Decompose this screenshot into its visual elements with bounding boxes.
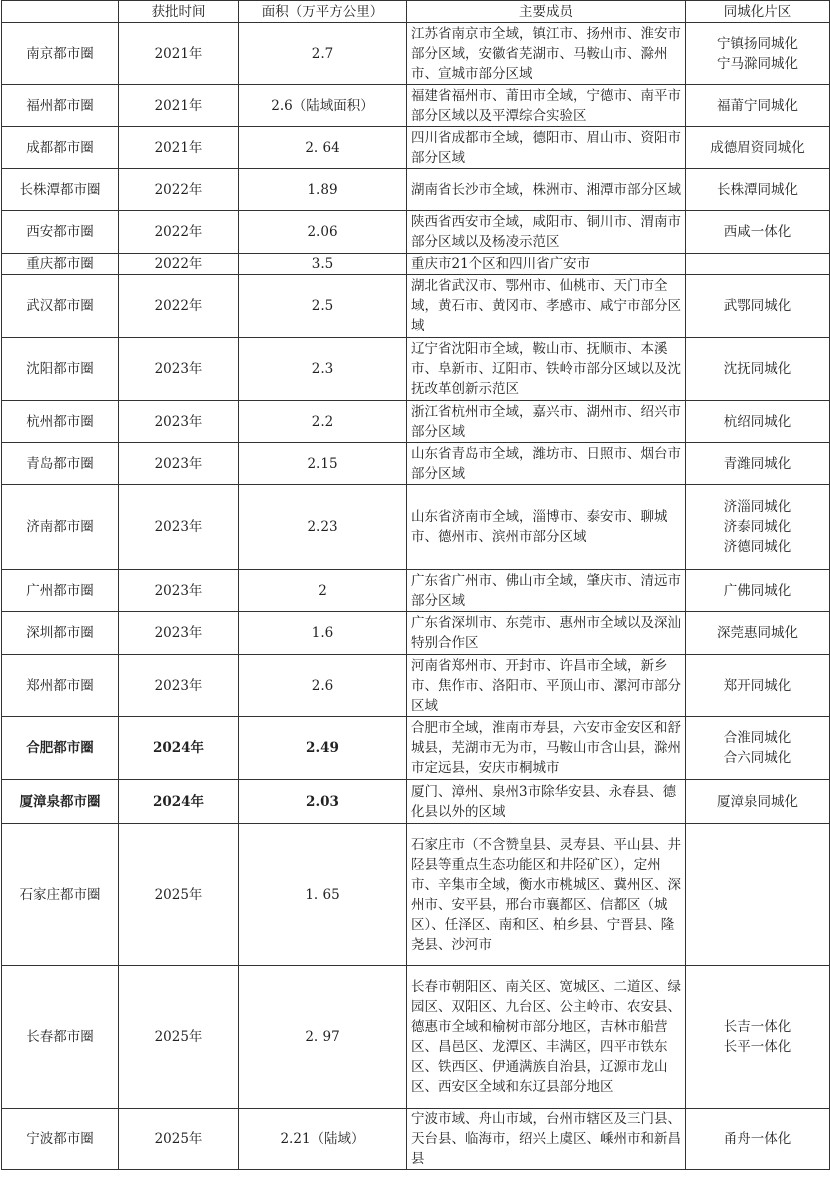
area-value: 2.21（陆域）: [239, 1109, 407, 1170]
table-row: [2, 966, 830, 1109]
integration-districts: [686, 338, 830, 401]
approval-year: 2023年: [119, 612, 239, 655]
approval-year: 2025年: [119, 966, 239, 1109]
approval-year: 2025年: [119, 824, 239, 966]
area-value: 2.49: [239, 717, 407, 780]
metropolitan-areas-table: [1, 0, 830, 1170]
member-cities: 陕西省西安市全域，咸阳市、铜川市、渭南市部分区域以及杨凌示范区: [407, 211, 686, 254]
table-row: [2, 612, 830, 655]
table-body: [2, 23, 830, 1170]
header-name: [2, 1, 119, 23]
member-cities: 宁波市域、舟山市域，台州市辖区及三门县、天台县、临海市，绍兴上虞区、嵊州市和新昌县: [407, 1109, 686, 1170]
table-row: [2, 338, 830, 401]
table-row: [2, 169, 830, 211]
area-value: 2.3: [239, 338, 407, 401]
table-row: [2, 780, 830, 824]
district-name: 长株潭同城化: [717, 181, 798, 198]
member-cities: 广东省深圳市、东莞市、惠州市全域以及深汕特别合作区: [407, 612, 686, 655]
approval-year: 2021年: [119, 85, 239, 127]
member-cities: 合肥市全域，淮南市寿县，六安市金安区和舒城县，芜湖市无为市，马鞍山市含山县，滁州市定远县，安庆市桐城市: [407, 717, 686, 780]
integration-districts: [686, 966, 830, 1109]
table-row: [2, 717, 830, 780]
integration-districts: [686, 780, 830, 824]
table-row: [2, 1109, 830, 1170]
header-row: [2, 1, 830, 23]
metro-name: 西安都市圈: [2, 211, 119, 254]
area-value: 2.7: [239, 23, 407, 85]
metro-name: 长株潭都市圈: [2, 169, 119, 211]
metro-name: 成都都市圈: [2, 127, 119, 169]
metro-name: 深圳都市圈: [2, 612, 119, 655]
table-row: [2, 570, 830, 612]
district-name: 郑开同城化: [723, 677, 792, 694]
approval-year: 2025年: [119, 1109, 239, 1170]
integration-districts: [686, 211, 830, 254]
district-name: 济泰同城化: [723, 519, 792, 535]
metro-name: 重庆都市圈: [2, 254, 119, 275]
area-value: 2. 97: [239, 966, 407, 1109]
header-area: 面积（万平方公里）: [239, 1, 407, 23]
member-cities: 江苏省南京市全域，镇江市、扬州市、淮安市部分区域，安徽省芜湖市、马鞍山市、滁州市、宣城市部分区域: [407, 23, 686, 85]
table-row: [2, 401, 830, 443]
metro-name: 广州都市圈: [2, 570, 119, 612]
district-name: 长平一体化: [723, 1039, 792, 1055]
member-cities: 广东省广州市、佛山市全域，肇庆市、清远市部分区域: [407, 570, 686, 612]
district-name: 深莞惠同城化: [717, 625, 798, 641]
integration-districts: [686, 127, 830, 169]
table-row: [2, 485, 830, 570]
integration-districts: [686, 443, 830, 485]
area-value: 2. 64: [239, 127, 407, 169]
member-cities: 河南省郑州市、开封市、许昌市全域，新乡市、焦作市、洛阳市、平顶山市、漯河市部分区域: [407, 655, 686, 717]
member-cities: 浙江省杭州市全域，嘉兴市、湖州市、绍兴市部分区域: [407, 401, 686, 443]
integration-districts: [686, 717, 830, 780]
district-name: 厦漳泉同城化: [717, 793, 798, 810]
area-value: 2.6（陆域面积）: [239, 85, 407, 127]
district-name: 合六同城化: [723, 750, 792, 766]
approval-year: 2024年: [119, 717, 239, 780]
district-name: 沈抚同城化: [723, 361, 792, 377]
area-value: 3.5: [239, 254, 407, 275]
metro-name: 武汉都市圈: [2, 275, 119, 338]
area-value: 2.6: [239, 655, 407, 717]
district-name: 济德同城化: [723, 539, 792, 555]
integration-districts: [686, 254, 830, 275]
approval-year: 2023年: [119, 570, 239, 612]
approval-year: 2022年: [119, 211, 239, 254]
district-name: 成德眉资同城化: [710, 139, 805, 156]
table-row: [2, 254, 830, 275]
metro-name: 合肥都市圈: [2, 717, 119, 780]
integration-districts: [686, 401, 830, 443]
district-name: 宁马滁同城化: [717, 55, 798, 72]
metro-name: 厦漳泉都市圈: [2, 780, 119, 824]
district-name: 广佛同城化: [723, 582, 792, 599]
integration-districts: [686, 485, 830, 570]
district-name: 西咸一体化: [723, 224, 792, 240]
district-name: 福莆宁同城化: [717, 97, 798, 114]
approval-year: 2023年: [119, 655, 239, 717]
district-name: 济淄同城化: [723, 499, 792, 515]
table-row: [2, 443, 830, 485]
header-approval-year: 获批时间: [119, 1, 239, 23]
approval-year: 2021年: [119, 23, 239, 85]
approval-year: 2023年: [119, 443, 239, 485]
integration-districts: [686, 570, 830, 612]
metro-name: 长春都市圈: [2, 966, 119, 1109]
member-cities: 山东省青岛市全域，潍坊市、日照市、烟台市部分区域: [407, 443, 686, 485]
approval-year: 2022年: [119, 254, 239, 275]
member-cities: 山东省济南市全域，淄博市、泰安市、聊城市、德州市、滨州市部分区域: [407, 485, 686, 570]
member-cities: 福建省福州市、莆田市全域，宁德市、南平市部分区域以及平潭综合实验区: [407, 85, 686, 127]
member-cities: 厦门、漳州、泉州3市除华安县、永春县、德化县以外的区域: [407, 780, 686, 824]
area-value: 2.03: [239, 780, 407, 824]
area-value: 2.23: [239, 485, 407, 570]
metro-name: 福州都市圈: [2, 85, 119, 127]
district-name: 武鄂同城化: [723, 298, 792, 314]
district-name: 杭绍同城化: [723, 413, 792, 430]
integration-districts: [686, 85, 830, 127]
area-value: 1.6: [239, 612, 407, 655]
member-cities: 湖南省长沙市全域，株洲市、湘潭市部分区域: [407, 169, 686, 211]
area-value: 1. 65: [239, 824, 407, 966]
approval-year: 2022年: [119, 275, 239, 338]
approval-year: 2021年: [119, 127, 239, 169]
approval-year: 2023年: [119, 485, 239, 570]
header-members: 主要成员: [407, 1, 686, 23]
area-value: 1.89: [239, 169, 407, 211]
area-value: 2.06: [239, 211, 407, 254]
integration-districts: [686, 655, 830, 717]
table-row: [2, 211, 830, 254]
metro-name: 南京都市圈: [2, 23, 119, 85]
approval-year: 2023年: [119, 338, 239, 401]
metro-name: 沈阳都市圈: [2, 338, 119, 401]
member-cities: 长春市朝阳区、南关区、宽城区、二道区、绿园区、双阳区、九台区、公主岭市、农安县、德惠市全域和榆树市部分地区，吉林市船营区、昌邑区、龙潭区、丰满区，四平市铁东区、铁西区、伊通满族自治县，辽源市龙山区、西安区全域和东辽县部分地区: [407, 966, 686, 1109]
area-value: 2: [239, 570, 407, 612]
district-name: 合淮同城化: [723, 730, 792, 746]
district-name: 长吉一体化: [723, 1019, 792, 1035]
member-cities: 石家庄市（不含赞皇县、灵寿县、平山县、井陉县等重点生态功能区和井陉矿区），定州市、辛集市全域，衡水市桃城区、冀州区、深州市、安平县，邢台市襄都区、信都区（城区）、任泽区、南和区、柏乡县、宁晋县、隆尧县、沙河市: [407, 824, 686, 966]
approval-year: 2024年: [119, 780, 239, 824]
member-cities: 四川省成都市全域，德阳市、眉山市、资阳市部分区域: [407, 127, 686, 169]
area-value: 2.15: [239, 443, 407, 485]
district-name: 甬舟一体化: [723, 1131, 792, 1147]
approval-year: 2023年: [119, 401, 239, 443]
metro-name: 石家庄都市圈: [2, 824, 119, 966]
member-cities: 重庆市21个区和四川省广安市: [407, 254, 686, 275]
district-name: 青潍同城化: [723, 455, 792, 472]
table-row: [2, 85, 830, 127]
metro-name: 济南都市圈: [2, 485, 119, 570]
integration-districts: [686, 23, 830, 85]
integration-districts: [686, 169, 830, 211]
metro-name: 宁波都市圈: [2, 1109, 119, 1170]
header-districts: 同城化片区: [686, 1, 830, 23]
area-value: 2.2: [239, 401, 407, 443]
integration-districts: [686, 275, 830, 338]
table-row: [2, 655, 830, 717]
area-value: 2.5: [239, 275, 407, 338]
member-cities: 湖北省武汉市、鄂州市、仙桃市、天门市全域，黄石市、黄冈市、孝感市、咸宁市部分区域: [407, 275, 686, 338]
member-cities: 辽宁省沈阳市全域，鞍山市、抚顺市、本溪市、阜新市、辽阳市、铁岭市部分区域以及沈抚改革创新示范区: [407, 338, 686, 401]
integration-districts: [686, 1109, 830, 1170]
table-row: [2, 23, 830, 85]
district-name: 宁镇扬同城化: [717, 35, 798, 52]
approval-year: 2022年: [119, 169, 239, 211]
metro-name: 郑州都市圈: [2, 655, 119, 717]
table-row: [2, 824, 830, 966]
metro-name: 青岛都市圈: [2, 443, 119, 485]
metro-name: 杭州都市圈: [2, 401, 119, 443]
integration-districts: [686, 612, 830, 655]
integration-districts: [686, 824, 830, 966]
table-row: [2, 127, 830, 169]
table-row: [2, 275, 830, 338]
